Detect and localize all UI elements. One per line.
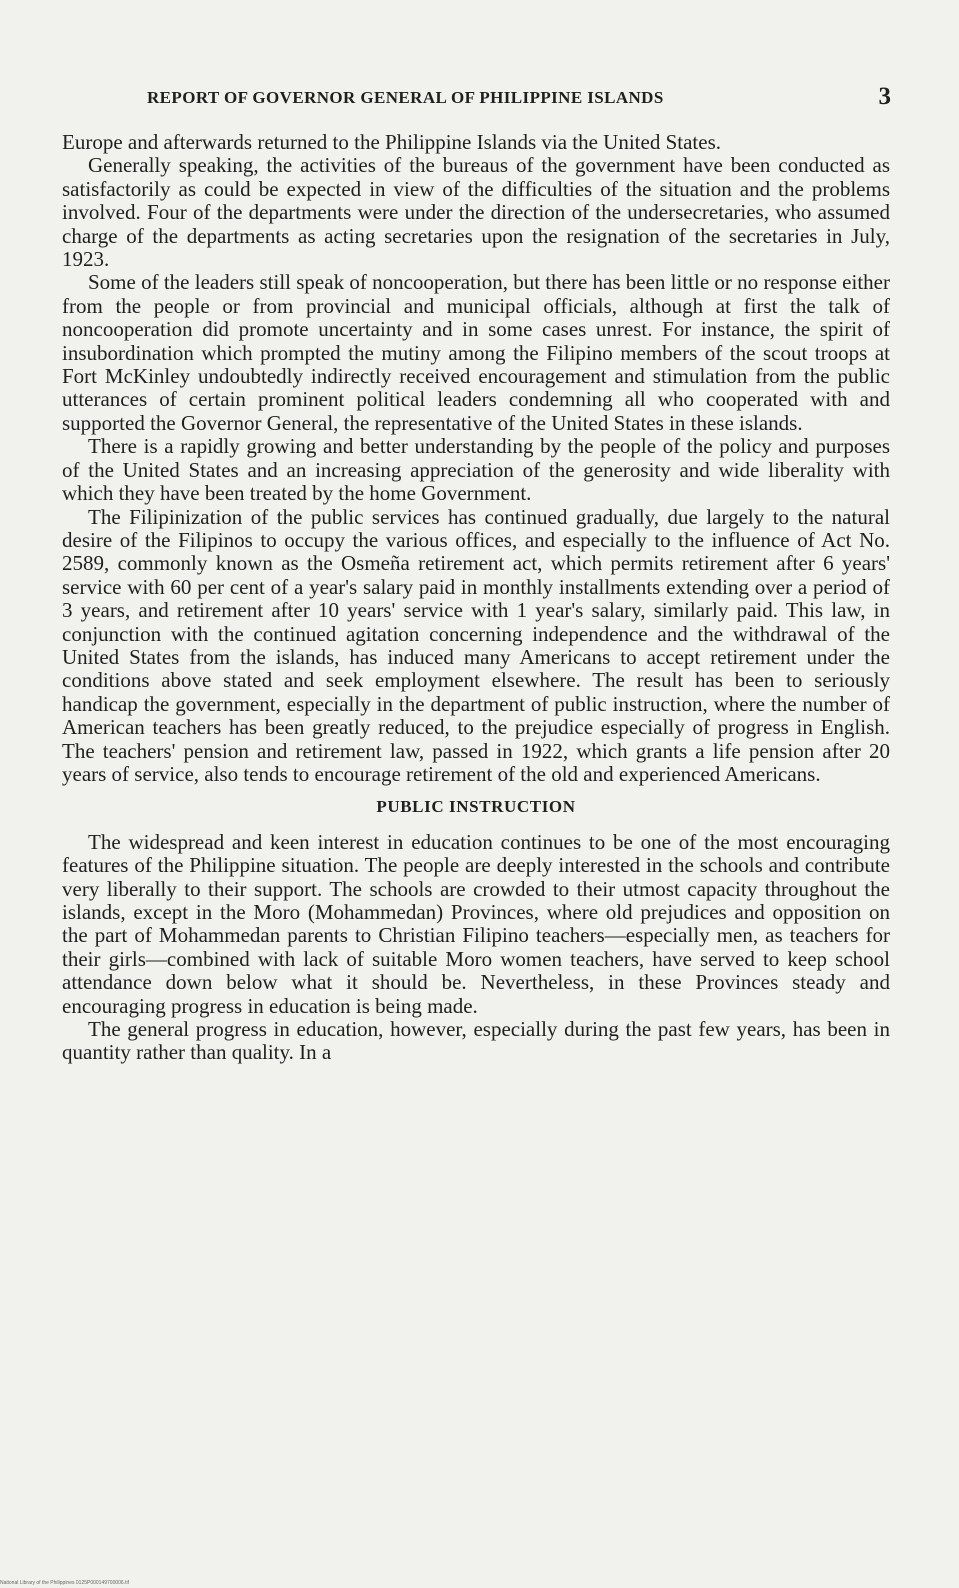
paragraph-understanding: There is a rapidly growing and better understanding by the people of the policy and purposes of the United States and an increasing appreciation of the generosity and wide liberality with which they have been treated by the home Government.	[62, 434, 890, 506]
section-heading: PUBLIC INSTRUCTION	[376, 797, 576, 817]
scan-footer-note: National Library of the Philippines 0125P000149700006.tif	[0, 1580, 129, 1586]
paragraph-education-interest: The widespread and keen interest in education continues to be one of the most encouraging features of the Philippine situation. The people are deeply interested in the schools and contribute very liberally to their support. The schools are crowded to their utmost capacity throughout the islands, except in the Moro (Mohammedan) Provinces, where old prejudices and opposition on the part of Mohammedan parents to Christian Filipino teachers—especially men, as teachers for their girls—combined with lack of suitable Moro women teachers, have served to keep school attendance down below what it should be. Nevertheless, in these Provinces steady and encouraging progress in education is being made.	[62, 829, 890, 1018]
running-head: REPORT OF GOVERNOR GENERAL OF PHILIPPINE ISLANDS	[147, 88, 664, 107]
page-number: 3	[878, 83, 891, 110]
body-text	[62, 131, 890, 1065]
page-header	[147, 84, 903, 124]
paragraph-filipinization: The Filipinization of the public services has continued gradually, due largely to the natural desire of the Filipinos to occupy the various offices, and especially to the influence of Act No. 2589, commonly known as the Osmeña retirement act, which permits retirement after 6 years' service with 60 per cent of a year's salary paid in monthly installments extending over a period of 3 years, and retirement after 10 years' service with 1 year's salary, similarly paid. This law, in conjunction with the continued agitation concerning independence and the withdrawal of the United States from the islands, has induced many Americans to accept retirement under the conditions above stated and seek employment elsewhere. The result has been to seriously handicap the government, especially in the department of public instruction, where the number of American teachers has been greatly reduced, to the prejudice especially of progress in English. The teachers' pension and retirement law, passed in 1922, which grants a life pension after 20 years of service, also tends to encourage retirement of the old and experienced Americans.	[62, 504, 890, 786]
paragraph-bureaus: Generally speaking, the activities of the bureaus of the government have been conducted as satisfactorily as could be expected in view of the difficulties of the situation and the problems involved. Four of the departments were under the direction of the undersecretaries, who assumed charge of the departments as acting secretaries upon the resignation of the secretaries in July, 1923.	[62, 153, 890, 272]
paragraph-education-progress: The general progress in education, however, especially during the past few years, has been in quantity rather than quality. In a	[62, 1017, 890, 1065]
paragraph-continuation: Europe and afterwards returned to the Philippine Islands via the United States.	[62, 130, 721, 154]
paragraph-noncooperation: Some of the leaders still speak of noncooperation, but there has been little or no response either from the people or from provincial and municipal officials, although at first the talk of noncooperation did promote uncertainty and in some cases unrest. For instance, the spirit of insubordination which prompted the mutiny among the Filipino members of the scout troops at Fort McKinley undoubtedly indirectly received encouragement and stimulation from the public utterances of certain prominent political leaders condemning all who cooperated with and supported the Governor General, the representative of the United States in these islands.	[62, 270, 890, 435]
